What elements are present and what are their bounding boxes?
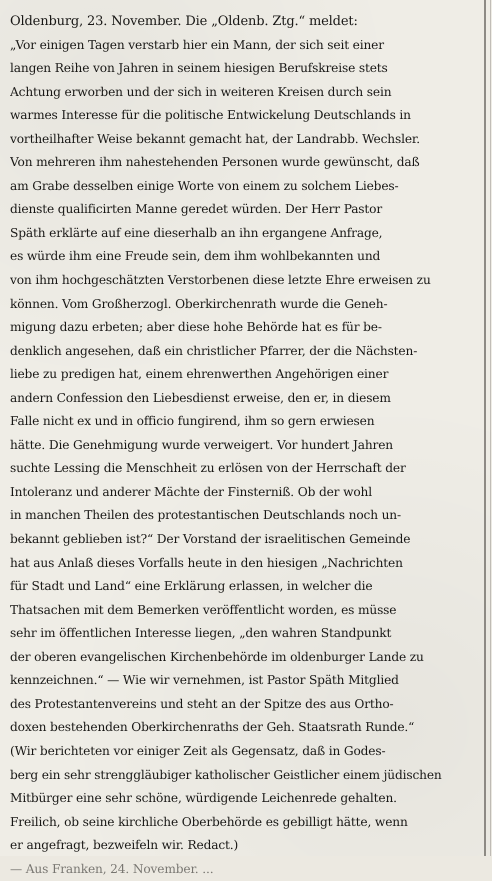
article-line-text: migung dazu erbeten; aber diese hohe Behörde hat es für be- [10,320,382,335]
article-line [10,175,483,199]
article-line-text: Thatsachen mit dem Bemerken veröffentlicht worden, es müsse [10,602,397,617]
article-line [10,434,483,458]
article-line-text: suchte Lessing die Menschheit zu erlösen von der Herrschaft der [10,461,406,476]
article-line [10,104,483,128]
article-line-text: es würde ihm eine Freude sein, dem ihm wohlbekannten und [10,249,381,264]
article-line-text: warmes Interesse für die politische Entwickelung Deutschlands in [10,108,411,123]
article-line [10,575,483,599]
article-line-text: — Aus Franken, 24. November. ... [10,861,214,876]
article-line [10,410,483,434]
article-line [10,198,483,222]
article-line [10,81,483,105]
article-line [10,57,483,81]
article-line [10,716,483,740]
article-line-text: für Stadt und Land“ eine Erklärung erlassen, in welcher die [10,579,373,594]
article-line [10,528,483,552]
article-line-text: des Protestantenvereins und steht an der Spitze des aus Ortho- [10,696,394,711]
article-line [10,34,483,58]
article-line-text: hätte. Die Genehmigung wurde verweigert. Vor hundert Jahren [10,437,393,452]
article-line-text: langen Reihe von Jahren in seinem hiesigen Berufskreise stets [10,61,388,76]
article-line [10,764,483,788]
article-line-text: bekannt geblieben ist?“ Der Vorstand der israelitischen Gemeinde [10,532,411,547]
article-line-text: am Grabe desselben einige Worte von einem zu solchem Liebes- [10,178,399,193]
article-line-text: denklich angesehen, daß ein christlicher Pfarrer, der die Nächsten- [10,343,418,358]
article-line [10,128,483,152]
article-line [10,293,483,317]
article-line [10,340,483,364]
article-line [10,222,483,246]
article-line-text: vortheilhafter Weise bekannt gemacht hat, der Landrabb. Wechsler. [10,131,420,146]
article-line-text: Freilich, ob seine kirchliche Oberbehörde es gebilligt hätte, wenn [10,814,408,829]
article-line-text: Von mehreren ihm nahestehenden Personen wurde gewünscht, daß [10,155,420,170]
article-line [10,646,483,670]
article-line-text: der oberen evangelischen Kirchenbehörde im oldenburger Lande zu [10,649,424,664]
article-line [10,10,483,34]
article-line [10,787,483,811]
article-line [10,552,483,576]
article-line-text: Achtung erworben und der sich in weiteren Kreisen durch sein [10,84,392,99]
article-line [10,269,483,293]
article-line [10,693,483,717]
article-line [10,387,483,411]
article-line [10,669,483,693]
article-line [10,457,483,481]
article-line-text: in manchen Theilen des protestantischen Deutschlands noch un- [10,508,401,523]
article-line-text: doxen bestehenden Oberkirchenraths der Geh. Staatsrath Runde.“ [10,720,415,735]
article-line-text: andern Confession den Liebesdienst erweise, den er, in diesem [10,390,391,405]
article-line-text: „Vor einigen Tagen verstarb hier ein Mann, der sich seit einer [10,37,384,52]
column-edge-rule [490,0,491,856]
article-line [10,504,483,528]
article-line-text: von ihm hochgeschätzten Verstorbenen diese letzte Ehre erweisen zu [10,273,431,288]
article-line [10,316,483,340]
article-line-text: hat aus Anlaß dieses Vorfalls heute in den hiesigen „Nachrichten [10,555,403,570]
article-line [10,363,483,387]
article-line [10,481,483,505]
article-line [10,858,483,881]
article-line [10,622,483,646]
column-rule [484,0,486,856]
article-line-text: berg ein sehr strenggläubiger katholischer Geistlicher einem jüdischen [10,767,442,782]
article-line-text: er angefragt, bezweifeln wir. Redact.) [10,838,239,853]
article-line-text: Späth erklärte auf eine dieserhalb an ihn ergangene Anfrage, [10,225,383,240]
article-line-text: Falle nicht ex und in officio fungirend, ihm so gern erwiesen [10,414,375,429]
article-line-text: dienste qualificirten Manne geredet würden. Der Herr Pastor [10,202,383,217]
article-line-text: liebe zu predigen hat, einem ehrenwerthen Angehörigen einer [10,367,389,382]
article-line [10,811,483,835]
article-line-text: Oldenburg, 23. November. Die „Oldenb. Ztg.“ meldet: [10,14,358,29]
article-line [10,245,483,269]
article-line [10,599,483,623]
article-line-text: Mitbürger eine sehr schöne, würdigende Leichenrede gehalten. [10,791,397,806]
article-line-text: kennzeichnen.“ — Wie wir vernehmen, ist Pastor Späth Mitglied [10,673,399,688]
article-line [10,740,483,764]
article-line-text: können. Vom Großherzogl. Oberkirchenrath wurde die Geneh- [10,296,388,311]
article-line-text: sehr im öffentlichen Interesse liegen, „den wahren Standpunkt [10,626,392,641]
article-line-text: Intoleranz und anderer Mächte der Finsterniß. Ob der wohl [10,484,372,499]
article-line-text: (Wir berichteten vor einiger Zeit als Gegensatz, daß in Godes- [10,743,386,758]
article-text-column [10,10,483,881]
article-line [10,834,483,858]
article-line [10,151,483,175]
